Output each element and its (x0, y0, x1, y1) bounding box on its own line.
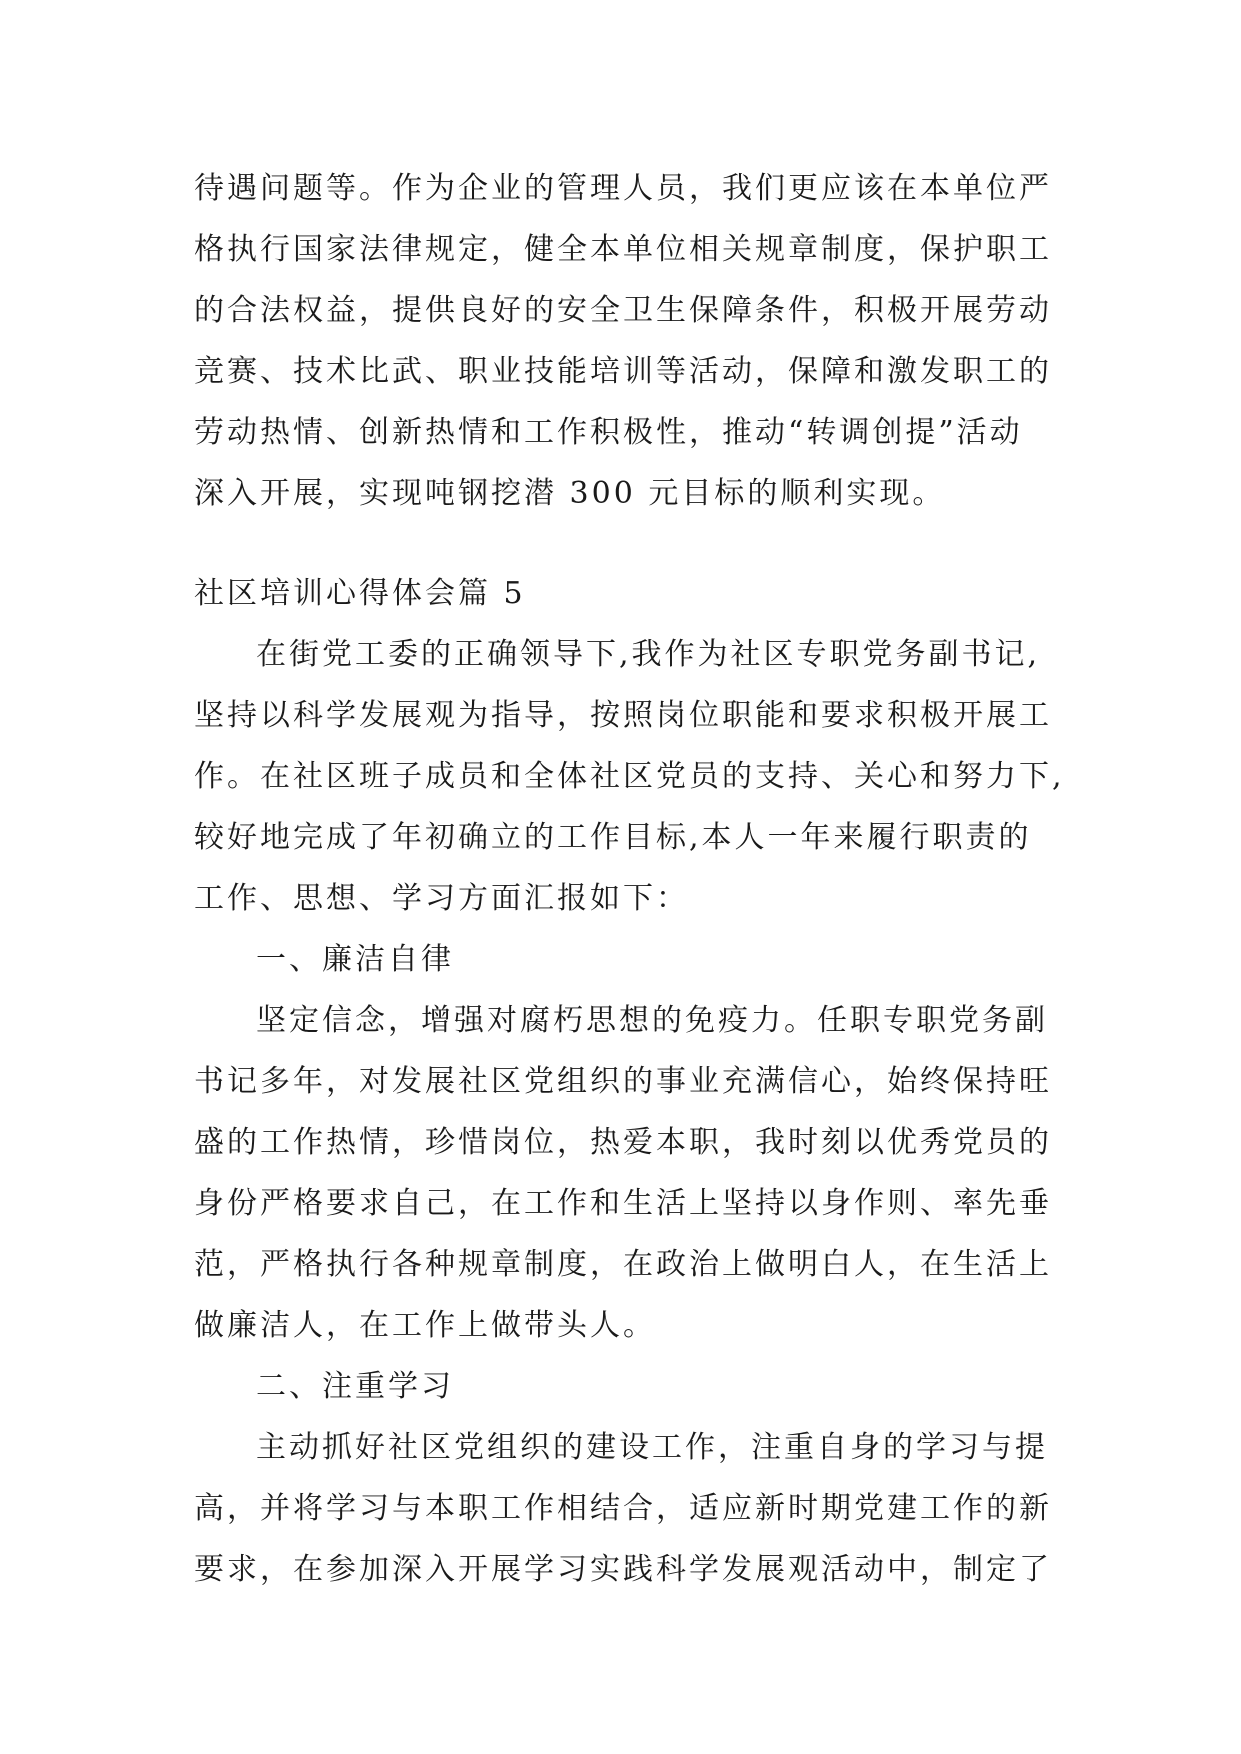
intro-line: 较好地完成了年初确立的工作目标,本人一年来履行职责的 (194, 820, 1032, 855)
heading-zhuzhong-xuexi: 二、注重学习 (256, 1369, 454, 1404)
paragraph-2-line: 高，并将学习与本职工作相结合，适应新时期党建工作的新 (194, 1491, 1052, 1526)
paragraph-1-line: 身份严格要求自己，在工作和生活上坚持以身作则、率先垂 (194, 1186, 1052, 1221)
paragraph-2-line: 主动抓好社区党组织的建设工作，注重自身的学习与提 (256, 1430, 1048, 1465)
paragraph-1-line: 盛的工作热情，珍惜岗位，热爱本职，我时刻以优秀党员的 (194, 1125, 1052, 1160)
top-paragraph (194, 158, 1056, 524)
paragraph-1-line: 书记多年，对发展社区党组织的事业充满信心，始终保持旺 (194, 1064, 1052, 1099)
intro-line: 工作、思想、学习方面汇报如下： (194, 881, 689, 916)
paragraph-1-line: 范，严格执行各种规章制度，在政治上做明白人，在生活上 (194, 1247, 1052, 1282)
intro-line: 坚持以科学发展观为指导，按照岗位职能和要求积极开展工 (194, 698, 1052, 733)
paragraph-1-line: 坚定信念，增强对腐朽思想的免疫力。任职专职党务副 (256, 1003, 1048, 1038)
paragraph-1-line: 做廉洁人，在工作上做带头人。 (194, 1308, 656, 1343)
paragraph-line: 待遇问题等。作为企业的管理人员，我们更应该在本单位严 (194, 171, 1052, 206)
intro-line: 作。在社区班子成员和全体社区党员的支持、关心和努力下, (194, 759, 1065, 794)
paragraph-line: 的合法权益，提供良好的安全卫生保障条件，积极开展劳动 (194, 293, 1052, 328)
paragraph-line: 格执行国家法律规定，健全本单位相关规章制度，保护职工 (194, 232, 1052, 267)
section-title: 社区培训心得体会篇 5 (194, 576, 526, 611)
heading-lianjie-zilv: 一、廉洁自律 (256, 942, 454, 977)
main-section (194, 563, 1065, 1600)
paragraph-line: 深入开展，实现吨钢挖潜 300 元目标的顺利实现。 (194, 476, 946, 511)
paragraph-2-line: 要求，在参加深入开展学习实践科学发展观活动中，制定了 (194, 1552, 1052, 1587)
paragraph-line: 竞赛、技术比武、职业技能培训等活动，保障和激发职工的 (194, 354, 1052, 389)
paragraph-line: 劳动热情、创新热情和工作积极性，推动“转调创提”活动 (194, 415, 1023, 450)
intro-line: 在街党工委的正确领导下,我作为社区专职党务副书记, (256, 637, 1041, 672)
